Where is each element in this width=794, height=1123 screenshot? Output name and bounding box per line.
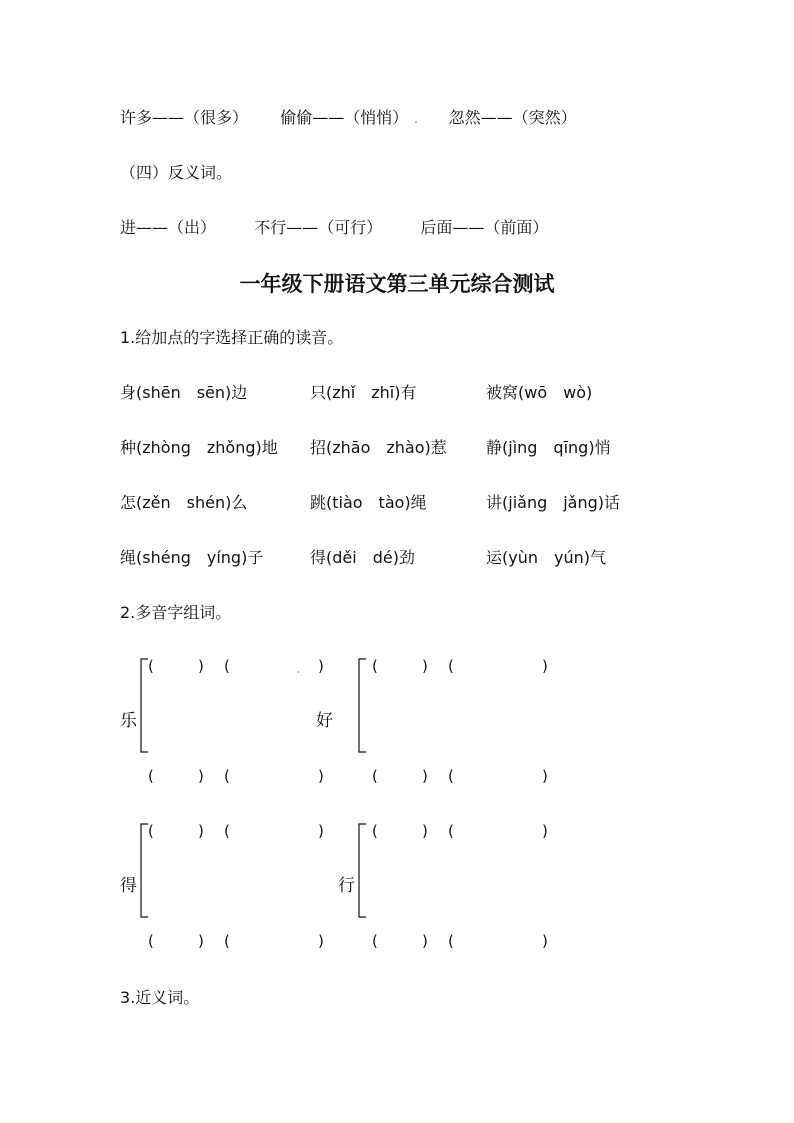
answer-slot: ( xyxy=(148,822,154,840)
answer-slot: ( xyxy=(148,932,154,950)
q3-heading: 3.近义词。 xyxy=(120,988,200,1007)
pinyin-item: 身(shēn sēn)边 xyxy=(120,383,248,402)
answer-slot: ) xyxy=(198,932,204,950)
q2-heading: 2.多音字组词。 xyxy=(120,603,232,622)
answer-slot: ( xyxy=(224,932,230,950)
pinyin-item: 被窝(wō wò) xyxy=(486,383,593,402)
synonym-pair: 忽然——（突然） xyxy=(448,108,577,127)
antonym-heading: （四）反义词。 xyxy=(120,163,233,182)
polyphone-char: 得 xyxy=(120,876,137,896)
answer-slot: ) xyxy=(542,657,548,675)
synonym-pair: 偷偷——（悄悄） xyxy=(280,108,409,127)
answer-slot: ) xyxy=(422,932,428,950)
antonym-pair: 后面——（前面） xyxy=(420,218,549,237)
pinyin-item: 得(děi dé)劲 xyxy=(310,548,415,567)
answer-slot: ( xyxy=(148,767,154,785)
polyphone-char: 行 xyxy=(338,876,355,896)
antonym-pair: 进——（出） xyxy=(120,218,217,237)
answer-slot: ) xyxy=(542,767,548,785)
answer-slot: ) xyxy=(542,932,548,950)
q1-heading: 1.给加点的字选择正确的读音。 xyxy=(120,328,344,347)
answer-slot: ) xyxy=(542,822,548,840)
pinyin-item: 跳(tiào tào)绳 xyxy=(310,493,427,512)
pinyin-item: 运(yùn yún)气 xyxy=(486,548,606,567)
pinyin-item: 怎(zěn shén)么 xyxy=(120,493,248,512)
polyphone-char: 好 xyxy=(316,711,333,731)
brace-icon xyxy=(354,658,368,754)
answer-slot: ( xyxy=(224,657,230,675)
pinyin-item: 讲(jiǎng jǎng)话 xyxy=(486,493,621,512)
answer-slot: ( xyxy=(224,822,230,840)
answer-slot: ( xyxy=(448,657,454,675)
answer-slot: ) xyxy=(318,932,324,950)
dot-mark: . xyxy=(296,659,301,677)
answer-slot: ( xyxy=(372,657,378,675)
pinyin-item: 只(zhǐ zhī)有 xyxy=(310,383,417,402)
answer-slot: ) xyxy=(198,822,204,840)
answer-slot: ( xyxy=(448,767,454,785)
pinyin-item: 种(zhòng zhǒng)地 xyxy=(120,438,278,457)
pinyin-item: 绳(shéng yíng)子 xyxy=(120,548,264,567)
answer-slot: ( xyxy=(372,822,378,840)
answer-slot: ) xyxy=(318,822,324,840)
antonym-row xyxy=(120,218,548,238)
answer-slot: ( xyxy=(448,822,454,840)
page-title: 一年级下册语文第三单元综合测试 xyxy=(239,271,555,296)
dot-mark: . xyxy=(413,108,419,127)
answer-slot: ) xyxy=(422,767,428,785)
answer-slot: ) xyxy=(318,657,324,675)
pinyin-item: 静(jìng qīng)悄 xyxy=(486,438,611,457)
answer-slot: ) xyxy=(422,657,428,675)
answer-slot: ( xyxy=(148,657,154,675)
synonym-row xyxy=(120,108,577,128)
polyphone-char: 乐 xyxy=(120,711,137,731)
answer-slot: ( xyxy=(372,767,378,785)
answer-slot: ( xyxy=(448,932,454,950)
answer-slot: ( xyxy=(224,767,230,785)
answer-slot: ) xyxy=(318,767,324,785)
brace-icon xyxy=(354,823,368,919)
answer-slot: ) xyxy=(422,822,428,840)
antonym-pair: 不行——（可行） xyxy=(254,218,383,237)
answer-slot: ) xyxy=(198,657,204,675)
answer-slot: ( xyxy=(372,932,378,950)
pinyin-item: 招(zhāo zhào)惹 xyxy=(310,438,447,457)
synonym-pair: 许多——（很多） xyxy=(120,108,249,127)
answer-slot: ) xyxy=(198,767,204,785)
